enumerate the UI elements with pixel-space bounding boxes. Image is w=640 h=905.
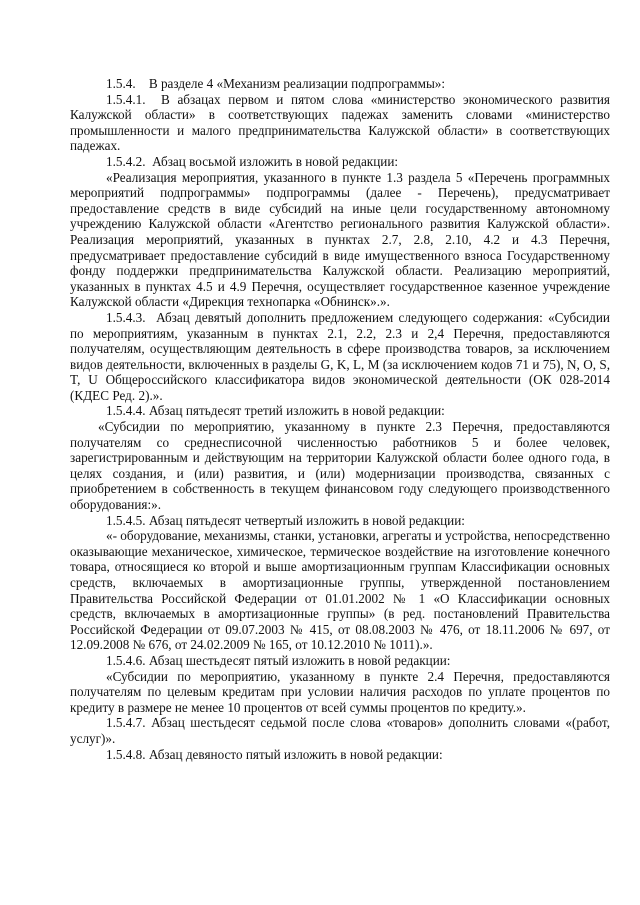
paragraph-1-5-4-4: 1.5.4.4. Абзац пятьдесят третий изложить в новой редакции: bbox=[106, 403, 445, 419]
paragraph-quote-subsidy-2-3: «Субсидии по мероприятию, указанному в пункте 2.3 Перечня, предоставляются получателям со среднесписочной численностью работников 5 и более человек, зарегистрированным и действующим на территории Калужской области более одного года, в целях создания, и (или) развития, и (или) модернизации производства, связанных с приобретением в собственность в текущем финансовом году следующего производственного оборудования:». bbox=[70, 419, 610, 513]
paragraph-1-5-4-5: 1.5.4.5. Абзац пятьдесят четвертый изложить в новой редакции: bbox=[106, 512, 465, 528]
paragraph-quote-realization: «Реализация мероприятия, указанного в пункте 1.3 раздела 5 «Перечень программных мероприятий подпрограммы» подпрограммы (далее - Перечень), предусматривает предоставление средств в виде субсидий на иные цели государственному автономному учреждению Калужской области «Агентство регионального развития Калужской области». Реализация мероприятий, указанных в пунктах 2.7, 2.8, 2.10, 4.2 и 4.3 Перечня, предусматривает предоставление субсидий в виде имущественного взноса Государственному фонду поддержки предпринимательства Калужской области. Реализацию мероприятий, указанных в пунктах 4.5 и 4.9 Перечня, осуществляет государственное казенное учреждение Калужской области «Дирекция технопарка «Обнинск».». bbox=[70, 169, 610, 310]
paragraph-1-5-4-8: 1.5.4.8. Абзац девяносто пятый изложить в новой редакции: bbox=[106, 746, 443, 762]
paragraph-1-5-4-7: 1.5.4.7. Абзац шестьдесят седьмой после слова «товаров» дополнить словами «(работ, услуг)». bbox=[70, 715, 610, 746]
paragraph-quote-equipment: «- оборудование, механизмы, станки, установки, агрегаты и устройства, непосредственно оказывающие механическое, химическое, термическое воздействие на изготовление конечного товара, относящиеся ко второй и выше амортизационным группам Классификации основных средств, включаемых в амортизационные группы, утвержденной постановлением Правительства Российской Федерации от 01.01.2002 № 1 «О Классификации основных средств, включаемых в амортизационные группы» (в ред. постановлений Правительства Российской Федерации от 09.07.2003 № 415, от 08.08.2003 № 476, от 18.11.2006 № 697, от 12.09.2008 № 676, от 24.02.2009 № 165, от 10.12.2010 № 1011).». bbox=[70, 528, 610, 653]
paragraph-1-5-4-3: 1.5.4.3. Абзац девятый дополнить предложением следующего содержания: «Субсидии по мероприятиям, указанным в пунктах 2.1, 2.2, 2.3 и 2,4 Перечня, предоставляются получателям, осуществляющим деятельность в сфере производства товаров, за исключением видов деятельности, включенных в разделы G, K, L, M (за исключением кодов 71 и 75), N, O, S, T, U Общероссийского классификатора видов экономической деятельности (ОК 028-2014 (КДЕС Ред. 2).». bbox=[70, 309, 610, 403]
paragraph-quote-subsidy-2-4: «Субсидии по мероприятию, указанному в пункте 2.4 Перечня, предоставляются получателям по целевым кредитам при условии наличия расходов по уплате процентов по кредиту в размере не менее 10 процентов от всей суммы процентов по кредиту.». bbox=[70, 668, 610, 715]
document-body bbox=[70, 76, 610, 762]
paragraph-1-5-4-2: 1.5.4.2. Абзац восьмой изложить в новой редакции: bbox=[106, 153, 399, 169]
paragraph-1-5-4: 1.5.4. В разделе 4 «Механизм реализации подпрограммы»: bbox=[106, 76, 446, 91]
paragraph-1-5-4-1: 1.5.4.1. В абзацах первом и пятом слова «министерство экономического развития Калужской области» в соответствующих падежах заменить словами «министерство промышленности и малого предпринимательства Калужской области» в соответствующих падежах. bbox=[70, 91, 610, 154]
paragraph-1-5-4-6: 1.5.4.6. Абзац шестьдесят пятый изложить в новой редакции: bbox=[106, 652, 451, 668]
